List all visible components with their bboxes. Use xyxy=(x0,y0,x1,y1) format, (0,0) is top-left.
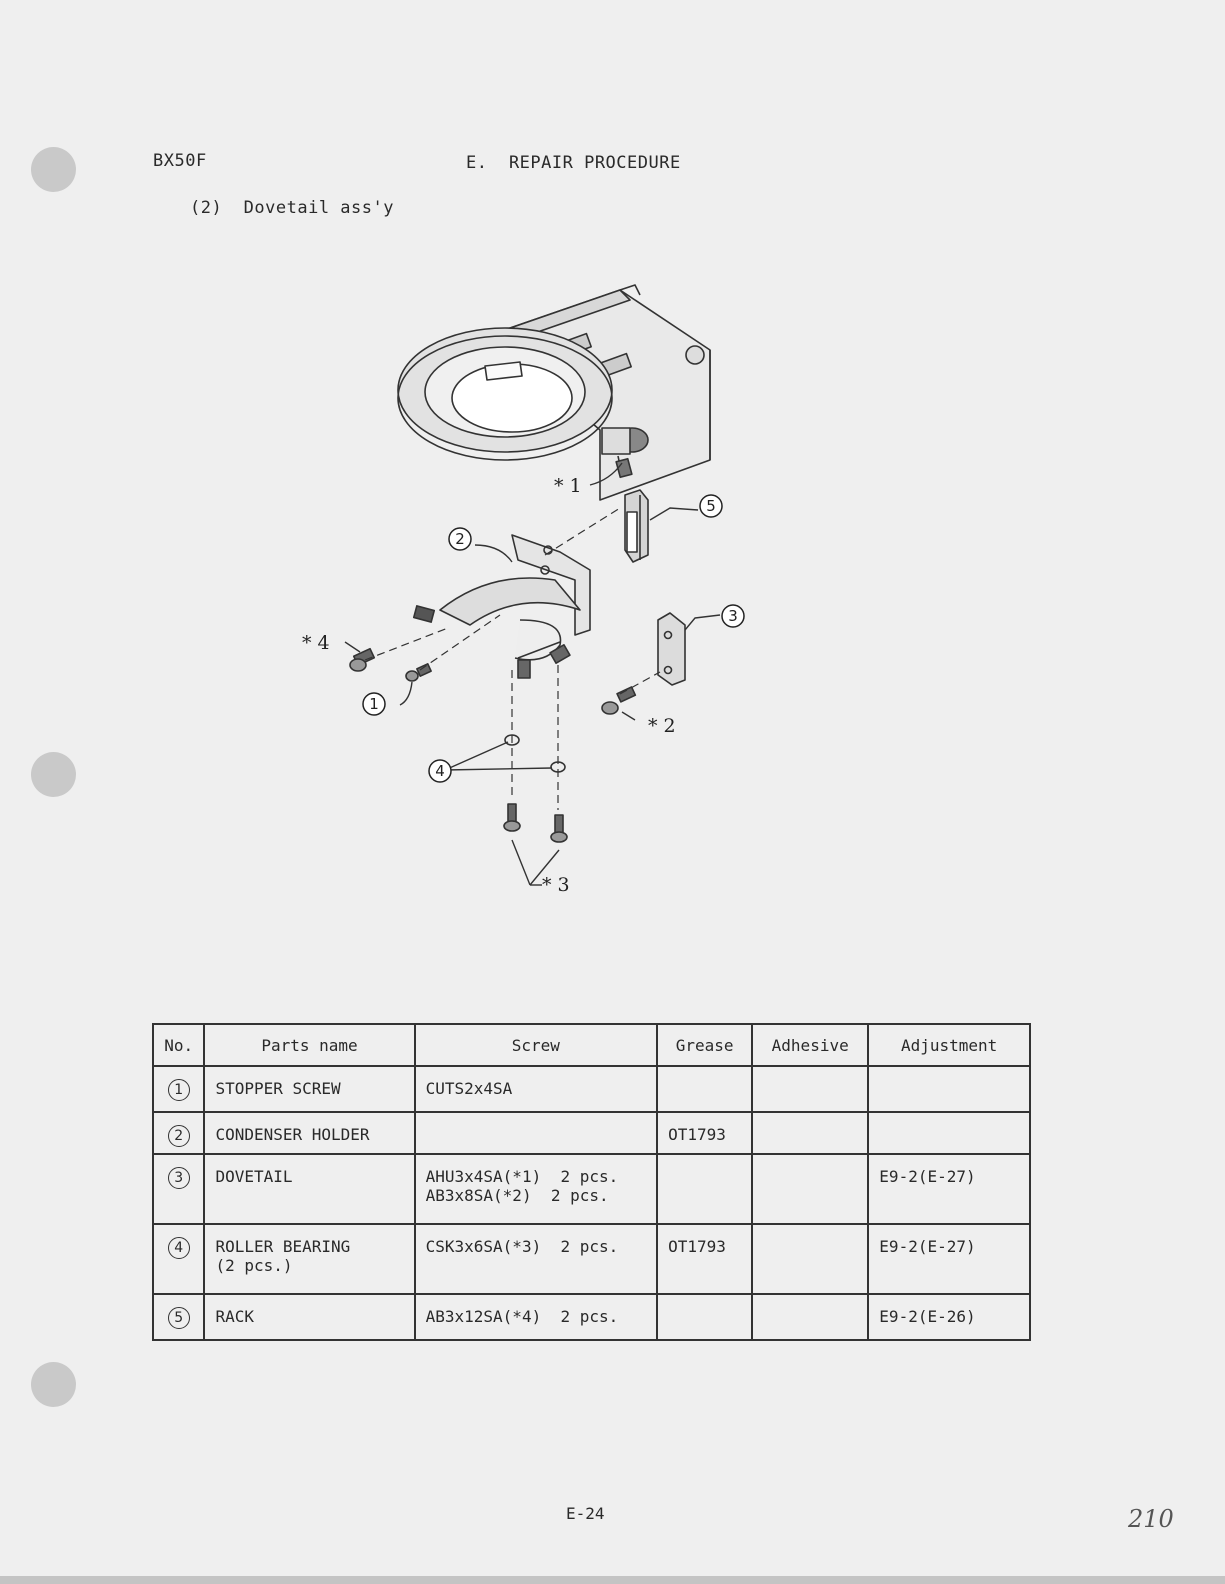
callout-1 xyxy=(363,693,385,715)
parts-name-cell xyxy=(204,1154,414,1224)
parts-table xyxy=(152,1023,1031,1341)
parts-name-cell xyxy=(204,1224,414,1294)
roller-bearings xyxy=(505,735,565,772)
grease-cell: OT1793 xyxy=(657,1112,752,1154)
callout-5-label: 5 xyxy=(706,497,716,515)
adhesive-cell xyxy=(752,1066,868,1112)
screw-cell xyxy=(415,1154,658,1224)
adhesive-cell xyxy=(752,1294,868,1340)
row-number-cell xyxy=(153,1066,204,1112)
parts-name-cell xyxy=(204,1066,414,1112)
table-row xyxy=(153,1112,1030,1154)
screw-cell-line: AHU3x4SA(*1) 2 pcs. xyxy=(425,1167,619,1186)
header-no: No. xyxy=(153,1024,204,1066)
grease-cell xyxy=(657,1154,752,1224)
parts-name-cell xyxy=(204,1294,414,1340)
table-row xyxy=(153,1224,1030,1294)
screw-cell-line: AB3x12SA(*4) 2 pcs. xyxy=(425,1307,619,1326)
screw-cell-line: AB3x8SA(*2) 2 pcs. xyxy=(425,1186,609,1205)
screws xyxy=(350,649,635,842)
binder-hole-middle xyxy=(31,752,76,797)
callout-2-label: 2 xyxy=(455,530,465,548)
header-adjustment: Adjustment xyxy=(868,1024,1030,1066)
parts-name-cell-line: CONDENSER HOLDER xyxy=(215,1125,370,1144)
adhesive-cell xyxy=(752,1154,868,1224)
parts-name-cell xyxy=(204,1112,414,1154)
screw-mark-2: * 2 xyxy=(648,715,676,737)
rack-part xyxy=(625,490,648,562)
parts-name-cell-line: STOPPER SCREW xyxy=(215,1079,341,1098)
parts-name-cell-line: RACK xyxy=(215,1307,254,1326)
callout-4 xyxy=(429,760,451,782)
row-number-cell xyxy=(153,1294,204,1340)
row-number-badge: 2 xyxy=(168,1125,190,1147)
parts-name-cell-line: (2 pcs.) xyxy=(215,1256,293,1275)
callout-2 xyxy=(449,528,471,550)
binder-hole-top xyxy=(31,147,76,192)
screw-cell xyxy=(415,1112,658,1154)
row-number-cell xyxy=(153,1224,204,1294)
header-parts-name: Parts name xyxy=(204,1024,414,1066)
row-number-cell xyxy=(153,1112,204,1154)
adhesive-cell xyxy=(752,1224,868,1294)
table-row xyxy=(153,1066,1030,1112)
grease-cell xyxy=(657,1294,752,1340)
adjustment-cell: E9-2(E-27) xyxy=(868,1154,1030,1224)
header-grease: Grease xyxy=(657,1024,752,1066)
callout-1-label: 1 xyxy=(369,695,379,713)
table-header-row xyxy=(153,1024,1030,1066)
dovetail-assembly-diagram xyxy=(290,280,770,900)
page-number: E-24 xyxy=(566,1504,605,1523)
row-number-badge: 5 xyxy=(168,1307,190,1329)
callout-3-label: 3 xyxy=(728,607,738,625)
screw-mark-3: * 3 xyxy=(542,874,570,896)
grease-cell: OT1793 xyxy=(657,1224,752,1294)
screw-mark-1: * 1 xyxy=(554,475,582,497)
callout-5 xyxy=(700,495,722,517)
screw-mark-4: * 4 xyxy=(302,632,330,654)
callout-3 xyxy=(722,605,744,627)
table-row xyxy=(153,1294,1030,1340)
adjustment-cell xyxy=(868,1066,1030,1112)
adjustment-cell: E9-2(E-26) xyxy=(868,1294,1030,1340)
row-number-badge: 1 xyxy=(168,1079,190,1101)
screw-cell xyxy=(415,1294,658,1340)
adhesive-cell xyxy=(752,1112,868,1154)
screw-cell xyxy=(415,1066,658,1112)
section-title: E. REPAIR PROCEDURE xyxy=(466,153,681,173)
condenser-holder-part xyxy=(414,535,590,678)
row-number-badge: 4 xyxy=(168,1237,190,1259)
row-number-cell xyxy=(153,1154,204,1224)
header-adhesive: Adhesive xyxy=(752,1024,868,1066)
model-label: BX50F xyxy=(153,151,207,171)
subsection-title: (2) Dovetail ass'y xyxy=(190,198,394,218)
header-screw: Screw xyxy=(415,1024,658,1066)
stage-body xyxy=(398,285,710,500)
row-number-badge: 3 xyxy=(168,1167,190,1189)
screw-cell xyxy=(415,1224,658,1294)
screw-cell-line: CUTS2x4SA xyxy=(425,1079,513,1098)
grease-cell xyxy=(657,1066,752,1112)
callout-4-label: 4 xyxy=(435,762,445,780)
parts-name-cell-line: DOVETAIL xyxy=(215,1167,293,1186)
scan-bottom-edge xyxy=(0,1576,1225,1584)
screw-cell-line: CSK3x6SA(*3) 2 pcs. xyxy=(425,1237,619,1256)
adjustment-cell: E9-2(E-27) xyxy=(868,1224,1030,1294)
dovetail-part xyxy=(658,613,685,685)
handwritten-page-number: 210 xyxy=(1128,1505,1174,1533)
parts-name-cell-line: ROLLER BEARING xyxy=(215,1237,351,1256)
adjustment-cell xyxy=(868,1112,1030,1154)
binder-hole-bottom xyxy=(31,1362,76,1407)
table-row xyxy=(153,1154,1030,1224)
